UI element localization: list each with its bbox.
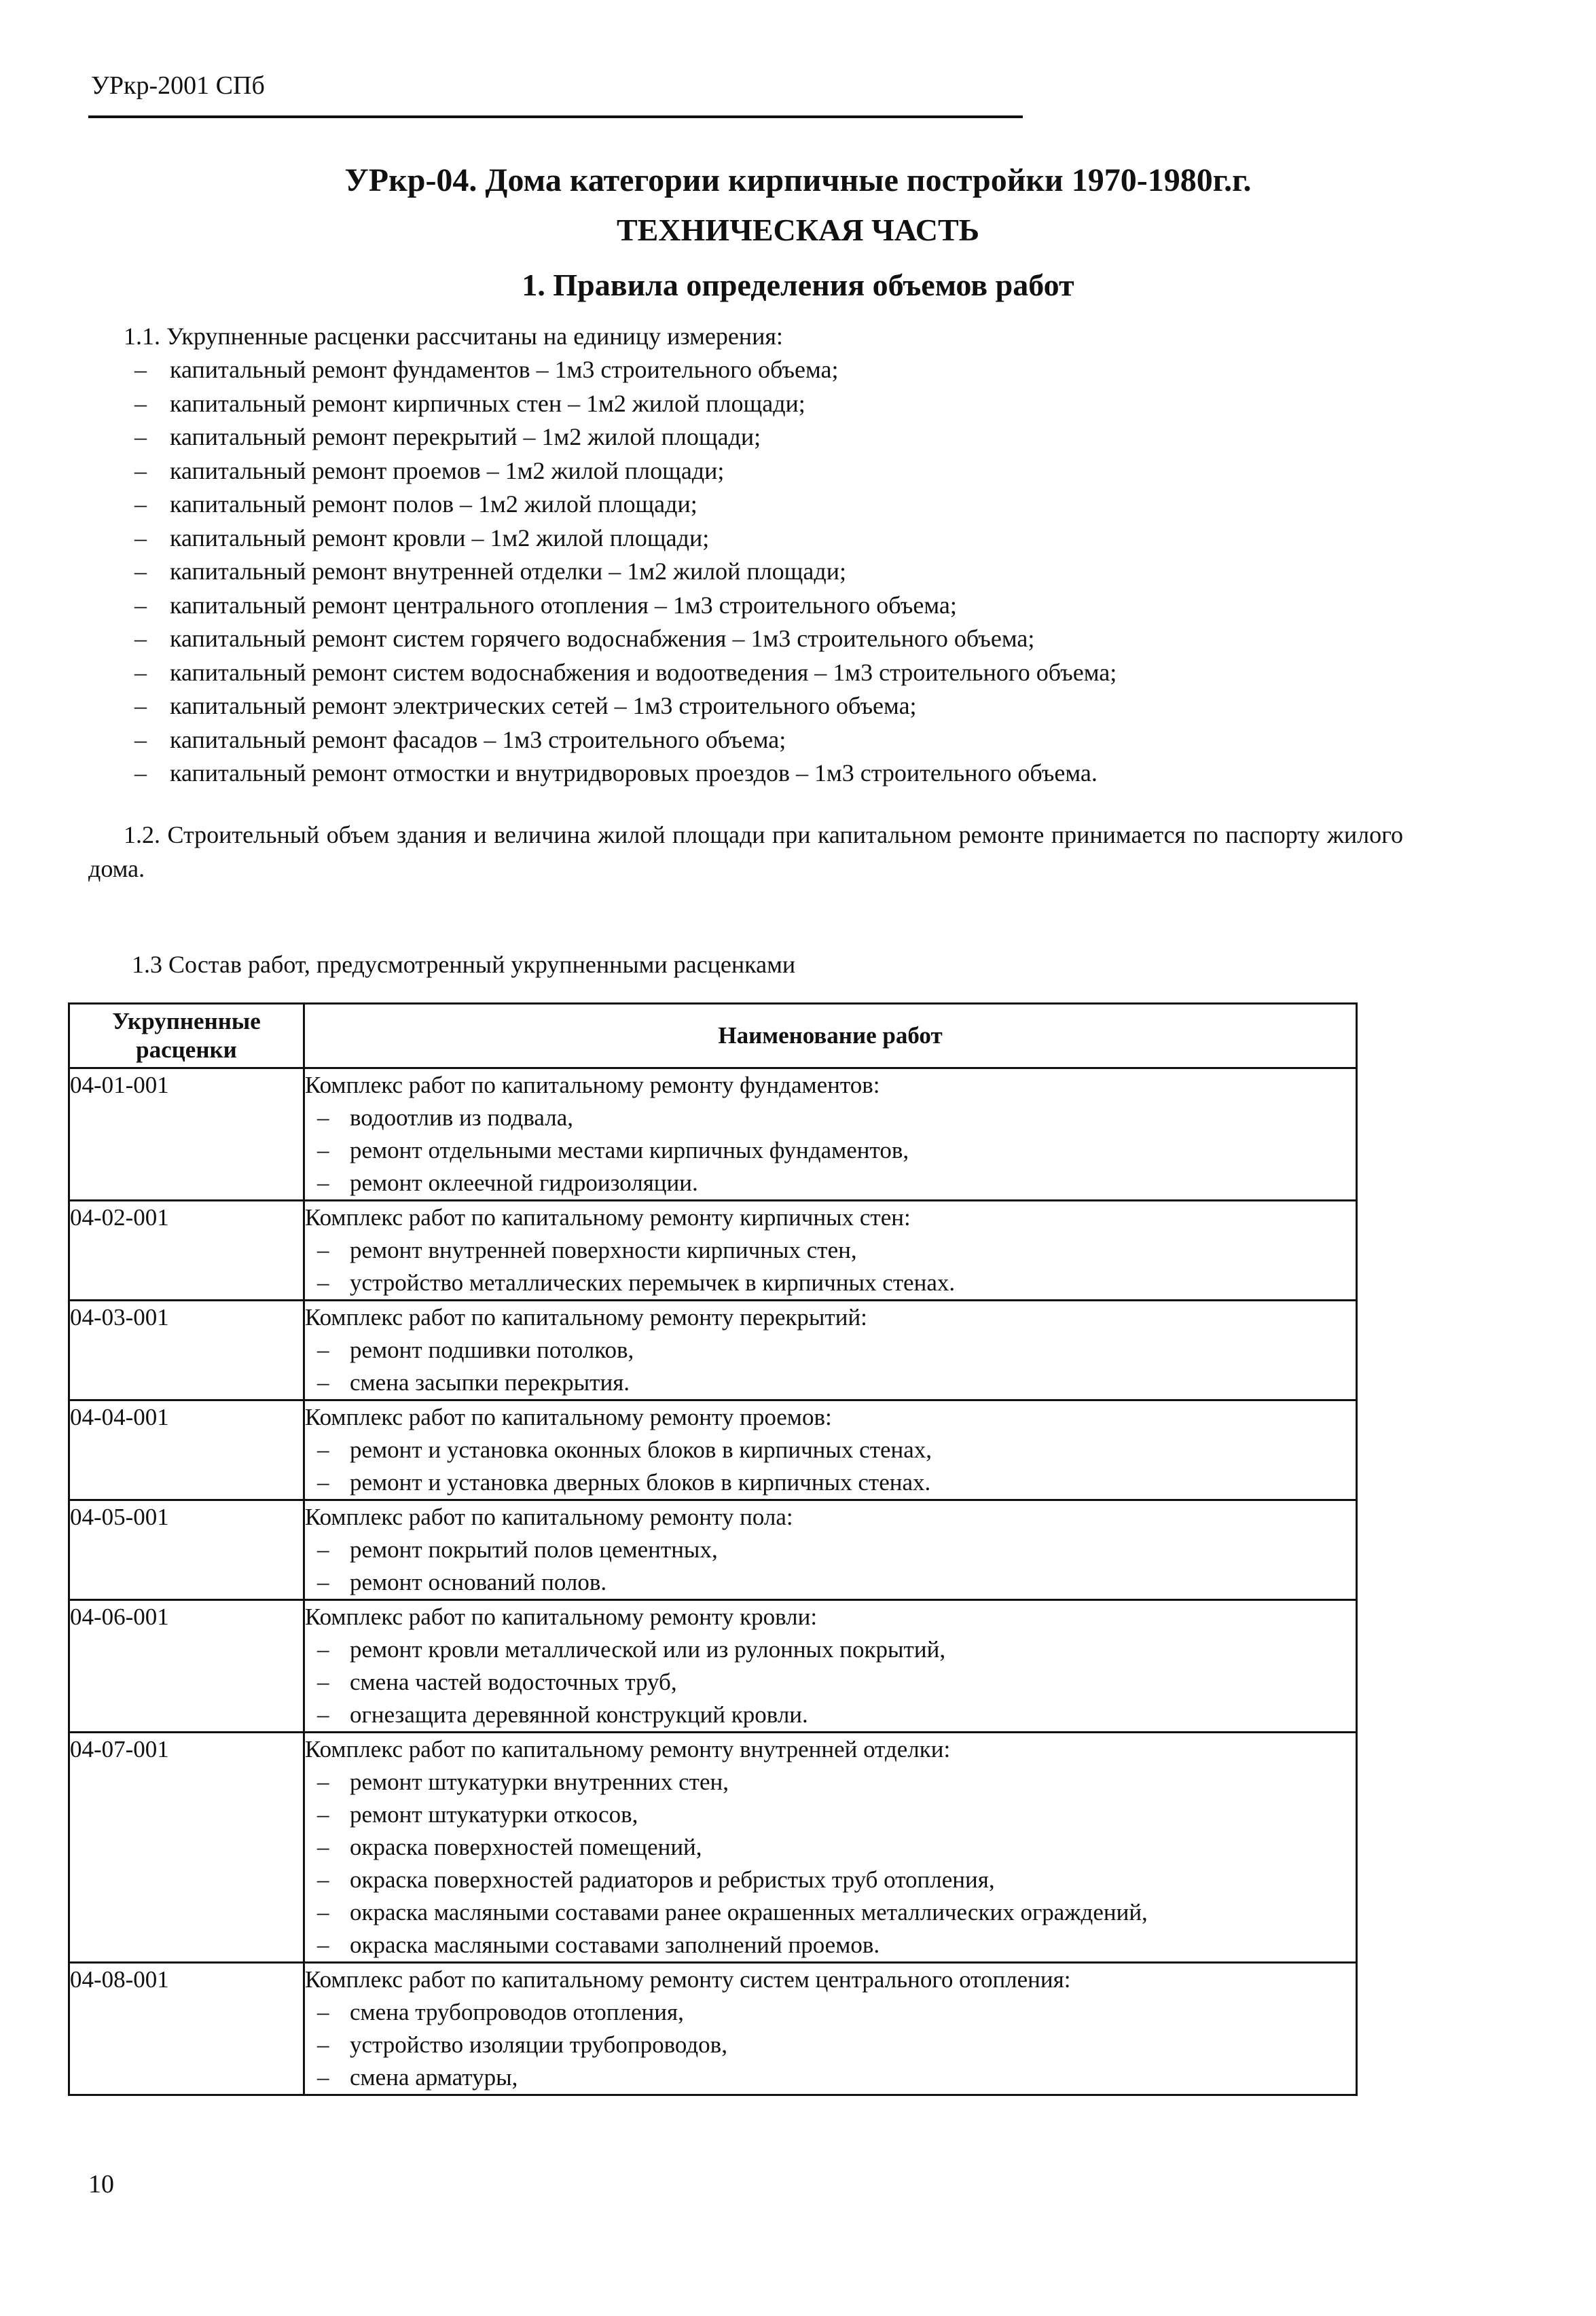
list-item-text: капитальный ремонт фундаментов – 1м3 строительного объема; — [170, 356, 839, 383]
dash-marker: – — [134, 558, 147, 585]
list-item-text: капитальный ремонт полов – 1м2 жилой площади; — [170, 490, 697, 518]
dash-marker: – — [134, 456, 147, 484]
document-title: УРкр-04. Дома категории кирпичные постройки 1970-1980г.г. — [344, 162, 1252, 198]
work-item — [305, 2029, 1356, 2061]
list-item-text: капитальный ремонт центрального отопления – 1м3 строительного объема; — [170, 591, 957, 619]
rate-code: 04-02-001 — [69, 1201, 304, 1301]
rate-code: 04-07-001 — [69, 1733, 304, 1963]
work-items — [305, 1102, 1356, 1199]
work-description — [304, 1600, 1357, 1733]
table-header-row — [69, 1004, 1357, 1068]
list-item — [134, 353, 1117, 387]
work-item — [305, 1134, 1356, 1167]
dash-marker: – — [317, 1337, 329, 1363]
work-item — [305, 1798, 1356, 1831]
work-item — [305, 1466, 1356, 1499]
section-title: 1. Правила определения объемов работ — [522, 268, 1074, 302]
work-items — [305, 1234, 1356, 1299]
dash-marker: – — [317, 1569, 329, 1595]
list-item-text: капитальный ремонт фасадов – 1м3 строительного объема; — [170, 725, 786, 753]
works-table — [68, 1002, 1358, 2096]
work-item — [305, 2061, 1356, 2094]
work-item-text: смена частей водосточных труб, — [350, 1669, 677, 1695]
work-item-text: окраска масляными составами ранее окрашенных металлических ограждений, — [350, 1899, 1148, 1925]
work-item — [305, 1367, 1356, 1399]
dash-marker: – — [317, 1170, 329, 1196]
dash-marker: – — [134, 524, 147, 551]
dash-marker: – — [134, 591, 147, 619]
dash-marker: – — [317, 1104, 329, 1131]
work-item-text: устройство изоляции трубопроводов, — [350, 2031, 727, 2058]
dash-marker: – — [317, 1866, 329, 1893]
work-items — [305, 1434, 1356, 1499]
list-item — [134, 622, 1117, 656]
work-item-text: смена арматуры, — [350, 2064, 518, 2091]
list-item-text: капитальный ремонт перекрытий – 1м2 жилой площади; — [170, 423, 761, 450]
dash-marker: – — [317, 1237, 329, 1263]
dash-marker: – — [134, 389, 147, 417]
work-item-text: смена засыпки перекрытия. — [350, 1369, 630, 1396]
work-item-text: ремонт кровли металлической или из рулонных покрытий, — [350, 1636, 946, 1663]
list-item — [134, 420, 1117, 454]
work-title: Комплекс работ по капитальному ремонту кирпичных стен: — [305, 1204, 911, 1231]
dash-marker: – — [134, 423, 147, 450]
work-item — [305, 1566, 1356, 1599]
work-description — [304, 1963, 1357, 2095]
work-item — [305, 1334, 1356, 1367]
list-item — [134, 454, 1117, 488]
work-item-text: огнезащита деревянной конструкций кровли. — [350, 1701, 808, 1728]
table-caption: 1.3 Состав работ, предусмотренный укрупненными расценками — [132, 951, 796, 978]
dash-marker: – — [317, 1834, 329, 1860]
list-item — [134, 387, 1117, 421]
work-item — [305, 1102, 1356, 1134]
list-item — [134, 522, 1117, 556]
list-item-text: капитальный ремонт кирпичных стен – 1м2 жилой площади; — [170, 389, 805, 417]
rate-code: 04-06-001 — [69, 1600, 304, 1733]
dash-marker: – — [134, 356, 147, 383]
work-item-text: ремонт покрытий полов цементных, — [350, 1536, 718, 1563]
dash-marker: – — [317, 1137, 329, 1163]
work-item — [305, 1267, 1356, 1299]
work-item-text: устройство металлических перемычек в кирпичных стенах. — [350, 1269, 956, 1296]
dash-marker: – — [317, 2064, 329, 2091]
work-item-text: ремонт подшивки потолков, — [350, 1337, 634, 1363]
work-item — [305, 1434, 1356, 1466]
work-item-text: ремонт штукатурки внутренних стен, — [350, 1769, 729, 1795]
work-title: Комплекс работ по капитальному ремонту пола: — [305, 1504, 793, 1530]
work-description — [304, 1400, 1357, 1500]
dash-marker: – — [134, 490, 147, 518]
dash-marker: – — [317, 1801, 329, 1828]
work-items — [305, 1633, 1356, 1731]
dash-marker: – — [317, 1932, 329, 1958]
work-item — [305, 1864, 1356, 1896]
work-title: Комплекс работ по капитальному ремонту систем центрального отопления: — [305, 1966, 1071, 1993]
work-title: Комплекс работ по капитальному ремонту проемов: — [305, 1404, 832, 1430]
work-item — [305, 1534, 1356, 1566]
units-list — [134, 353, 1117, 791]
dash-marker: – — [317, 1999, 329, 2025]
work-item-text: ремонт отдельными местами кирпичных фундаментов, — [350, 1137, 909, 1163]
work-item — [305, 1699, 1356, 1731]
work-item — [305, 1234, 1356, 1267]
document-code: УРкр-2001 СПб — [91, 71, 265, 100]
work-items — [305, 1766, 1356, 1961]
column-header-name: Наименование работ — [304, 1004, 1357, 1068]
work-item-text: ремонт оклеечной гидроизоляции. — [350, 1170, 698, 1196]
table-row — [69, 1068, 1357, 1201]
work-item-text: ремонт и установка оконных блоков в кирпичных стенах, — [350, 1436, 932, 1463]
work-item-text: водоотлив из подвала, — [350, 1104, 574, 1131]
dash-marker: – — [317, 1769, 329, 1795]
work-item — [305, 1896, 1356, 1929]
table-row — [69, 1301, 1357, 1400]
rate-code: 04-03-001 — [69, 1301, 304, 1400]
dash-marker: – — [134, 692, 147, 719]
dash-marker: – — [317, 2031, 329, 2058]
work-item-text: окраска масляными составами заполнений проемов. — [350, 1932, 880, 1958]
table-row — [69, 1500, 1357, 1600]
list-item — [134, 723, 1117, 757]
dash-marker: – — [317, 1469, 329, 1496]
work-description — [304, 1068, 1357, 1201]
table-row — [69, 1963, 1357, 2095]
list-item — [134, 656, 1117, 690]
table-row — [69, 1733, 1357, 1963]
dash-marker: – — [134, 658, 147, 686]
work-item — [305, 1666, 1356, 1699]
list-item-text: капитальный ремонт электрических сетей – 1м3 строительного объема; — [170, 692, 917, 719]
list-item-text: капитальный ремонт проемов – 1м2 жилой площади; — [170, 456, 725, 484]
list-item — [134, 488, 1117, 522]
column-header-code: Укрупненные расценки — [69, 1004, 304, 1068]
work-item-text: ремонт штукатурки откосов, — [350, 1801, 638, 1828]
header-rule — [88, 115, 1023, 118]
dash-marker: – — [134, 759, 147, 786]
table-row — [69, 1400, 1357, 1500]
clause-1-2-paragraph: 1.2. Строительный объем здания и величина жилой площади при капитальном ремонте принимается по паспорту жилого дома. — [88, 821, 1403, 882]
rate-code: 04-08-001 — [69, 1963, 304, 2095]
rate-code: 04-05-001 — [69, 1500, 304, 1600]
list-item-text: капитальный ремонт систем горячего водоснабжения – 1м3 строительного объема; — [170, 625, 1035, 652]
table-row — [69, 1201, 1357, 1301]
work-item — [305, 1766, 1356, 1798]
work-item — [305, 1996, 1356, 2029]
list-item — [134, 555, 1117, 589]
list-item-text: капитальный ремонт отмостки и внутридворовых проездов – 1м3 строительного объема. — [170, 759, 1098, 786]
work-item-text: окраска поверхностей помещений, — [350, 1834, 702, 1860]
work-item-text: окраска поверхностей радиаторов и ребристых труб отопления, — [350, 1866, 995, 1893]
dash-marker: – — [317, 1669, 329, 1695]
dash-marker: – — [134, 625, 147, 652]
work-item-text: ремонт и установка дверных блоков в кирпичных стенах. — [350, 1469, 931, 1496]
work-description — [304, 1201, 1357, 1301]
work-items — [305, 1996, 1356, 2094]
work-item — [305, 1929, 1356, 1961]
work-description — [304, 1500, 1357, 1600]
list-item-text: капитальный ремонт кровли – 1м2 жилой площади; — [170, 524, 710, 551]
work-item — [305, 1831, 1356, 1864]
list-item — [134, 589, 1117, 623]
work-title: Комплекс работ по капитальному ремонту кровли: — [305, 1604, 818, 1630]
dash-marker: – — [317, 1701, 329, 1728]
list-item-text: капитальный ремонт внутренней отделки – 1м2 жилой площади; — [170, 558, 846, 585]
dash-marker: – — [134, 725, 147, 753]
clause-1-1-intro: 1.1. Укрупненные расценки рассчитаны на единицу измерения: — [124, 323, 783, 350]
work-item — [305, 1167, 1356, 1199]
work-item — [305, 1633, 1356, 1666]
work-items — [305, 1534, 1356, 1599]
list-item — [134, 689, 1117, 723]
dash-marker: – — [317, 1369, 329, 1396]
dash-marker: – — [317, 1636, 329, 1663]
work-item-text: смена трубопроводов отопления, — [350, 1999, 684, 2025]
rate-code: 04-04-001 — [69, 1400, 304, 1500]
dash-marker: – — [317, 1536, 329, 1563]
part-title: ТЕХНИЧЕСКАЯ ЧАСТЬ — [616, 213, 980, 247]
list-item-text: капитальный ремонт систем водоснабжения и водоотведения – 1м3 строительного объема; — [170, 658, 1117, 686]
work-item-text: ремонт оснований полов. — [350, 1569, 607, 1595]
dash-marker: – — [317, 1899, 329, 1925]
list-item — [134, 757, 1117, 791]
table-row — [69, 1600, 1357, 1733]
dash-marker: – — [317, 1436, 329, 1463]
dash-marker: – — [317, 1269, 329, 1296]
work-title: Комплекс работ по капитальному ремонту внутренней отделки: — [305, 1736, 951, 1762]
work-title: Комплекс работ по капитальному ремонту фундаментов: — [305, 1072, 880, 1098]
work-description — [304, 1733, 1357, 1963]
rate-code: 04-01-001 — [69, 1068, 304, 1201]
page-number: 10 — [88, 2170, 114, 2199]
work-item-text: ремонт внутренней поверхности кирпичных стен, — [350, 1237, 857, 1263]
work-items — [305, 1334, 1356, 1399]
work-title: Комплекс работ по капитальному ремонту перекрытий: — [305, 1304, 867, 1331]
work-description — [304, 1301, 1357, 1400]
